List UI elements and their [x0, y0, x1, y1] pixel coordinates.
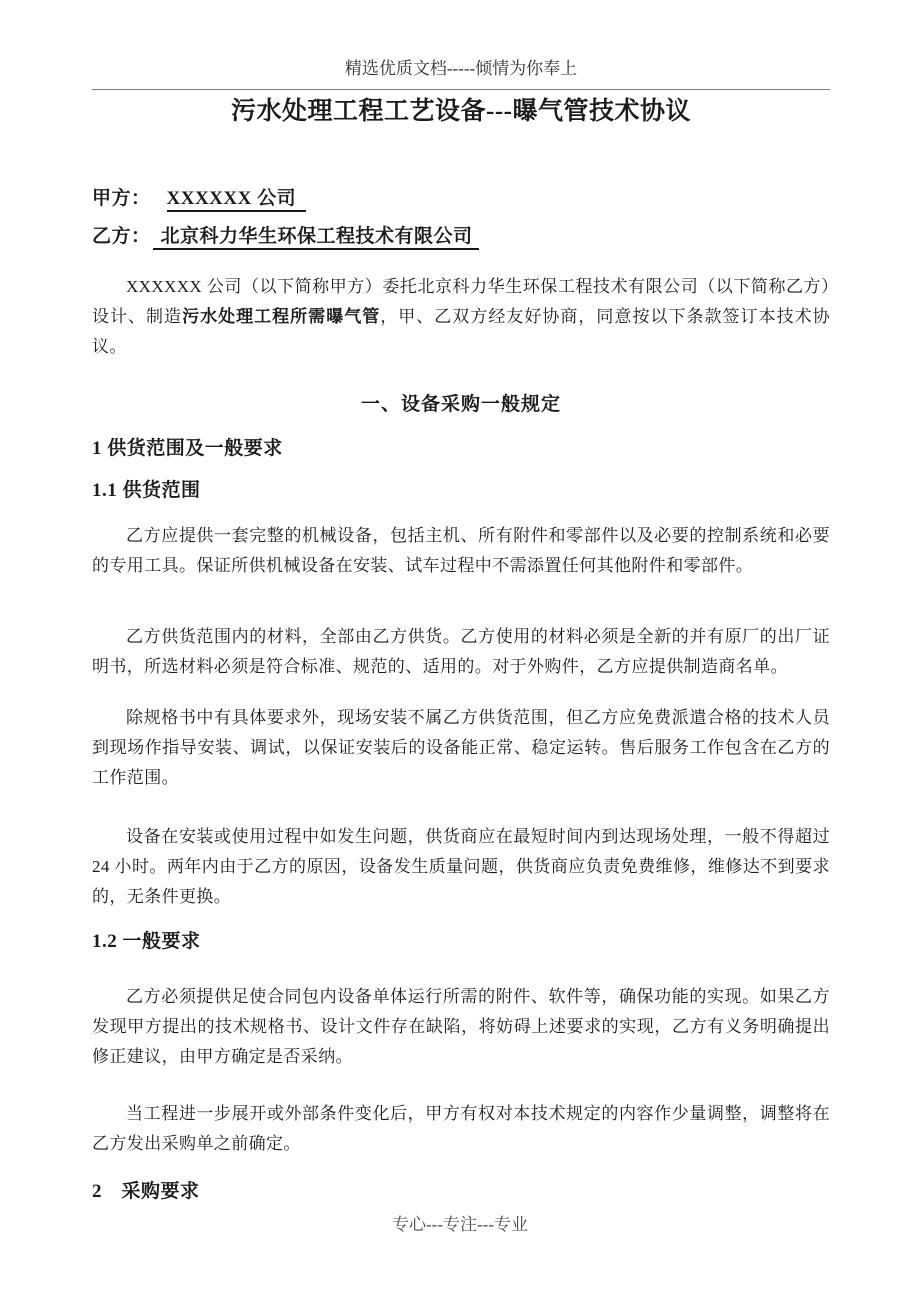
document-title: 污水处理工程工艺设备---曝气管技术协议	[231, 98, 691, 125]
paragraph-general-req-2: 当工程进一步展开或外部条件变化后，甲方有权对本技术规定的内容作少量调整，调整将在乙方发出采购单之前确定。	[92, 1104, 830, 1153]
party-b-label: 乙方：	[92, 226, 151, 247]
party-b-value: 北京科力华生环保工程技术有限公司	[153, 226, 479, 250]
paragraph-supply-scope-4: 设备在安装或使用过程中如发生问题，供货商应在最短时间内到达现场处理，一般不得超过 24 小时。两年内由于乙方的原因，设备发生质量问题，供货商应负责免费维修，维修达不到要求的，无条件更换。	[92, 827, 830, 906]
watermark-header: 精选优质文档-----倾情为你奉上	[344, 59, 578, 78]
party-b-line	[92, 218, 830, 256]
paragraph-supply-scope-3: 除规格书中有具体要求外，现场安装不属乙方供货范围，但乙方应免费派遣合格的技术人员到现场作指导安装、调试，以保证安装后的设备能正常、稳定运转。售后服务工作包含在乙方的工作范围。	[92, 708, 830, 787]
section-1-heading: 1 供货范围及一般要求	[92, 438, 283, 459]
party-a-label: 甲方：	[92, 188, 151, 209]
paragraph-general-req-1: 乙方必须提供足使合同包内设备单体运行所需的附件、软件等，确保功能的实现。如果乙方发现甲方提出的技术规格书、设计文件存在缺陷，将妨碍上述要求的实现，乙方有义务明确提出修正建议，由甲方确定是否采纳。	[92, 987, 830, 1066]
party-a-line	[92, 180, 830, 218]
paragraph-supply-scope-2: 乙方供货范围内的材料，全部由乙方供货。乙方使用的材料必须是全新的并有原厂的出厂证明书，所选材料必须是符合标准、规范的、适用的。对于外购件，乙方应提供制造商名单。	[92, 627, 830, 676]
header-divider	[92, 89, 830, 90]
section-1-2-heading: 1.2 一般要求	[92, 931, 201, 952]
intro-text-before: XXXXXX 公司（以下简称甲方）委托北京科力华生环保工程技术有限公司（以下简称乙方）设计、制造	[92, 277, 830, 326]
parties-block	[92, 180, 830, 256]
intro-text-after: ，甲、乙双方经友好协商，同意按以下条款签订本技术协议。	[92, 307, 831, 356]
party-a-value: XXXXXX 公司	[167, 188, 307, 212]
watermark-footer: 专心---专注---专业	[392, 1215, 528, 1234]
section-1-1-heading: 1.1 供货范围	[92, 480, 201, 501]
intro-paragraph	[92, 272, 830, 362]
paragraph-supply-scope-1: 乙方应提供一套完整的机械设备，包括主机、所有附件和零部件以及必要的控制系统和必要的专用工具。保证所供机械设备在安装、试车过程中不需添置任何其他附件和零部件。	[92, 526, 830, 575]
chapter-1-heading: 一、设备采购一般规定	[360, 394, 561, 415]
intro-bold-phrase: 污水处理工程所需曝气管	[182, 307, 381, 326]
section-2-heading: 2 采购要求	[92, 1181, 200, 1202]
